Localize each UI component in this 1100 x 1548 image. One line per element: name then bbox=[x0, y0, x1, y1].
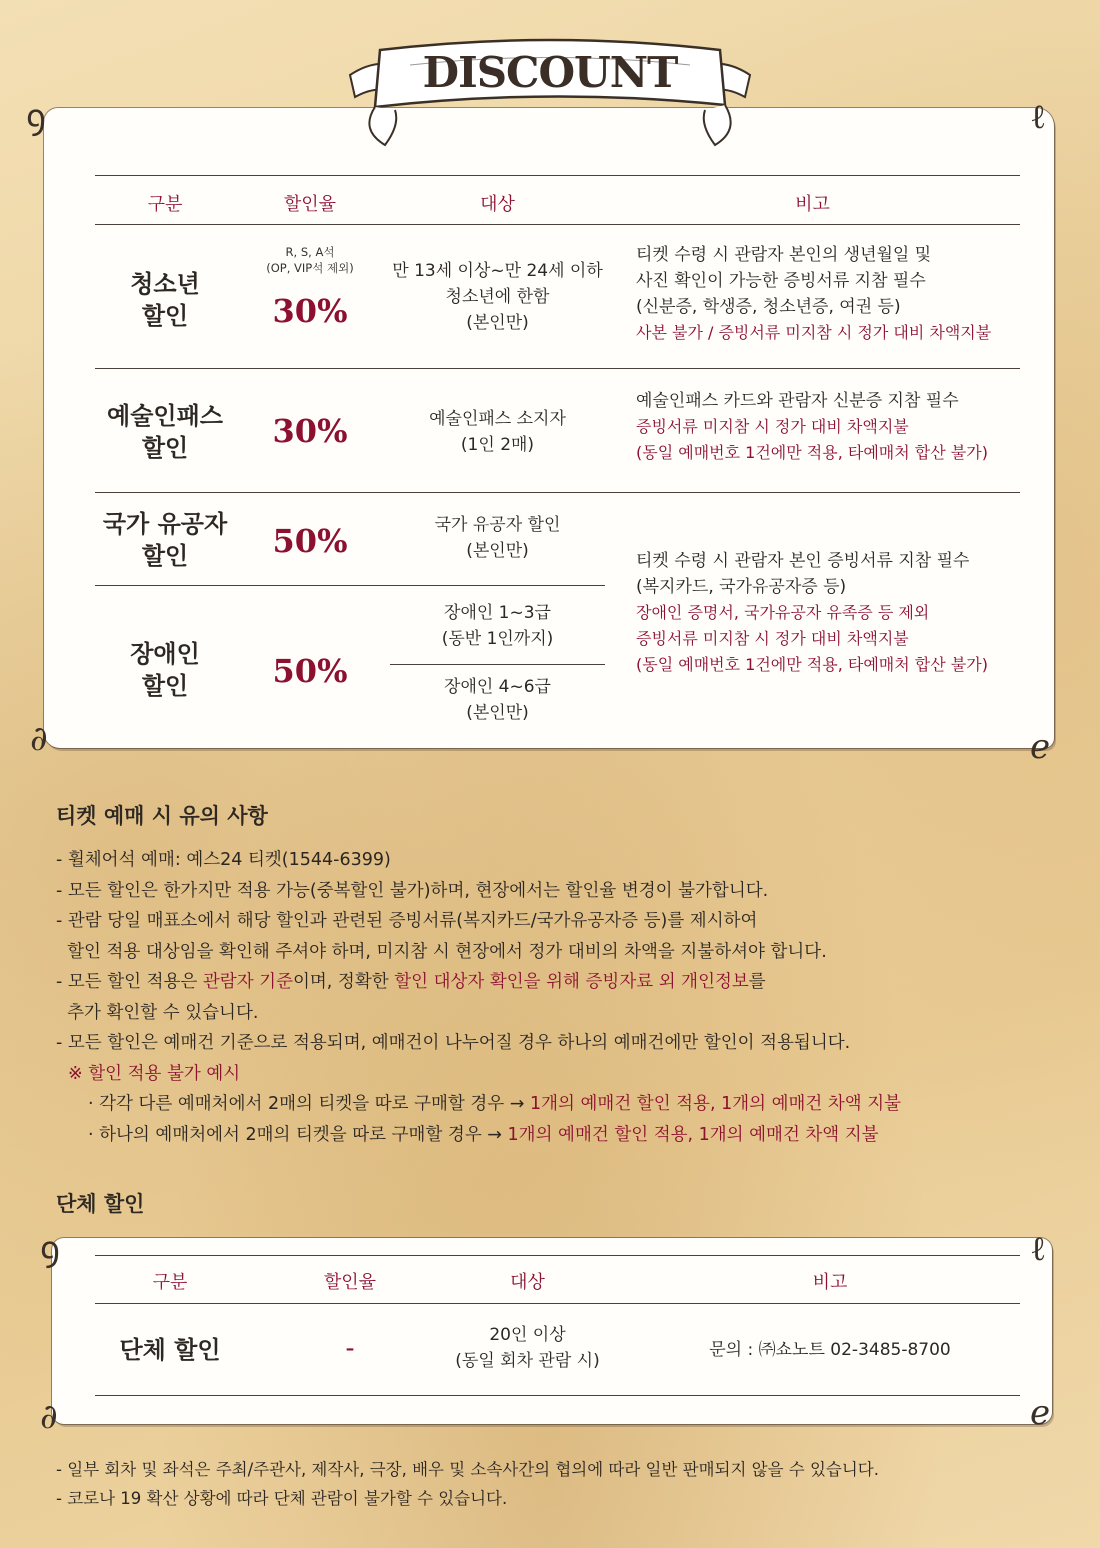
scroll-curl-decoration: ∂ bbox=[40, 1397, 58, 1437]
table-rule bbox=[95, 1303, 1020, 1304]
header-target: 대상 bbox=[480, 194, 515, 215]
group-header-notes: 비고 bbox=[812, 1272, 848, 1293]
group-rate: – bbox=[345, 1339, 355, 1359]
youth-rate: 30% bbox=[272, 292, 348, 330]
disabled-target-grade4-6: 장애인 4~6급 (본인만) bbox=[444, 677, 551, 723]
disabled-target-grade1-3: 장애인 1~3급 (동반 1인까지) bbox=[441, 603, 554, 649]
artpass-notes: 예술인패스 카드와 관람자 신분증 지참 필수 증빙서류 미지참 시 정가 대비 차액지불 (동일 예매번호 1건에만 적용, 타예매처 합산 불가) bbox=[636, 391, 988, 462]
group-header-target: 대상 bbox=[510, 1272, 545, 1293]
artpass-target: 예술인패스 소지자 (1인 2매) bbox=[429, 409, 566, 455]
table-rule bbox=[95, 224, 1020, 225]
merit-target: 국가 유공자 할인 (본인만) bbox=[434, 515, 561, 561]
scroll-curl-decoration: ꝯ bbox=[40, 1229, 60, 1269]
header-category: 구분 bbox=[147, 194, 183, 215]
scroll-curl-decoration: ℓ bbox=[1030, 97, 1047, 137]
page-title: DISCOUNT bbox=[422, 48, 678, 97]
group-target: 20인 이상 (동일 회차 관람 시) bbox=[455, 1325, 600, 1371]
disabled-rate: 50% bbox=[272, 652, 348, 690]
header-notes: 비고 bbox=[795, 194, 830, 215]
group-header-rate: 할인율 bbox=[323, 1272, 377, 1293]
table-rule bbox=[390, 664, 605, 665]
youth-target: 만 13세 이상~만 24세 이하 청소년에 한함 (본인만) bbox=[392, 261, 603, 333]
group-note: 문의 : ㈜쇼노트 02-3485-8700 bbox=[709, 1340, 951, 1360]
table-rule bbox=[95, 1395, 1020, 1396]
group-title: 단체 할인 bbox=[56, 1192, 145, 1216]
artpass-rate: 30% bbox=[272, 412, 348, 450]
youth-category: 청소년 할인 bbox=[130, 269, 200, 330]
merit-disabled-notes: 티켓 수령 시 관람자 본인 증빙서류 지참 필수 (복지카드, 국가유공자증 등) 장애인 증명서, 국가유공자 유족증 등 제외 증빙서류 미지참 시 정가 대비 차액지불 (동일 예매번호 1건에만 적용, 타예매처 합산 불가) bbox=[636, 551, 988, 674]
cautions-list: - 휠체어석 예매: 예스24 티켓(1544-6399) - 모든 할인은 한가지만 적용 가능(중복할인 불가)하며, 현장에서는 할인율 변경이 불가합니다. - 관람 당일 매표소에서 해당 할인과 관련된 증빙서류(복지카드/국가유공자증 등)를 제시하여 할인 적용 대상임을 확인해 주셔야 하며, 미지참 시 현장에서 정가 대비의 차액을 지불하셔야 합니다. - 모든 할인 적용은 관람자 기준이며, 정확한 할인 대상자 확인을 위해 증빙자료 외 개인정보를 추가 확인할 수 있습니다. - 모든 할인은 예매건 기준으로 적용되며, 예매건이 나누어질 경우 하나의 예매건에만 할인이 적용됩니다. ※ 할인 적용 불가 예시 · 각각 다른 예매처에서 2매의 티켓을 따로 구매할 경우 → 1개의 예매건 할인 적용, 1개의 예매건 차액 지불 · 하나의 예매처에서 2매의 티켓을 따로 구매할 경우 → 1개의 예매건 할인 적용, 1개의 예매건 차액 지불 bbox=[56, 850, 902, 1145]
scroll-curl-decoration: ℓ bbox=[1030, 1229, 1047, 1269]
table-rule bbox=[95, 368, 1020, 369]
scroll-curl-decoration: ℯ bbox=[1030, 727, 1051, 767]
disabled-category: 장애인 할인 bbox=[130, 639, 200, 700]
artpass-category: 예술인패스 할인 bbox=[107, 401, 223, 462]
table-rule bbox=[95, 175, 1020, 176]
youth-rate-note: R, S, A석 (OP, VIP석 제외) bbox=[266, 245, 354, 275]
merit-category: 국가 유공자 할인 bbox=[102, 509, 228, 570]
footer-notes: - 일부 회차 및 좌석은 주최/주관사, 제작사, 극장, 배우 및 소속사간의 협의에 따라 일반 판매되지 않을 수 있습니다. - 코로나 19 확산 상황에 따라 단체 관람이 불가할 수 있습니다. bbox=[56, 1460, 879, 1508]
header-rate: 할인율 bbox=[283, 194, 337, 215]
scroll-curl-decoration: ꝯ bbox=[26, 97, 46, 137]
table-rule bbox=[95, 585, 605, 586]
group-header-category: 구분 bbox=[152, 1272, 188, 1293]
scroll-curl-decoration: ∂ bbox=[30, 719, 48, 759]
youth-notes: 티켓 수령 시 관람자 본인의 생년월일 및 사진 확인이 가능한 증빙서류 지참 필수 (신분증, 학생증, 청소년증, 여권 등) 사본 불가 / 증빙서류 미지참 시 정가 대비 차액지불 bbox=[636, 245, 992, 342]
table-rule bbox=[95, 1255, 1020, 1256]
merit-rate: 50% bbox=[272, 522, 348, 560]
scroll-curl-decoration: ℯ bbox=[1030, 1393, 1051, 1433]
table-rule bbox=[95, 492, 1020, 493]
cautions-title: 티켓 예매 시 유의 사항 bbox=[56, 804, 268, 828]
group-category: 단체 할인 bbox=[119, 1335, 221, 1364]
